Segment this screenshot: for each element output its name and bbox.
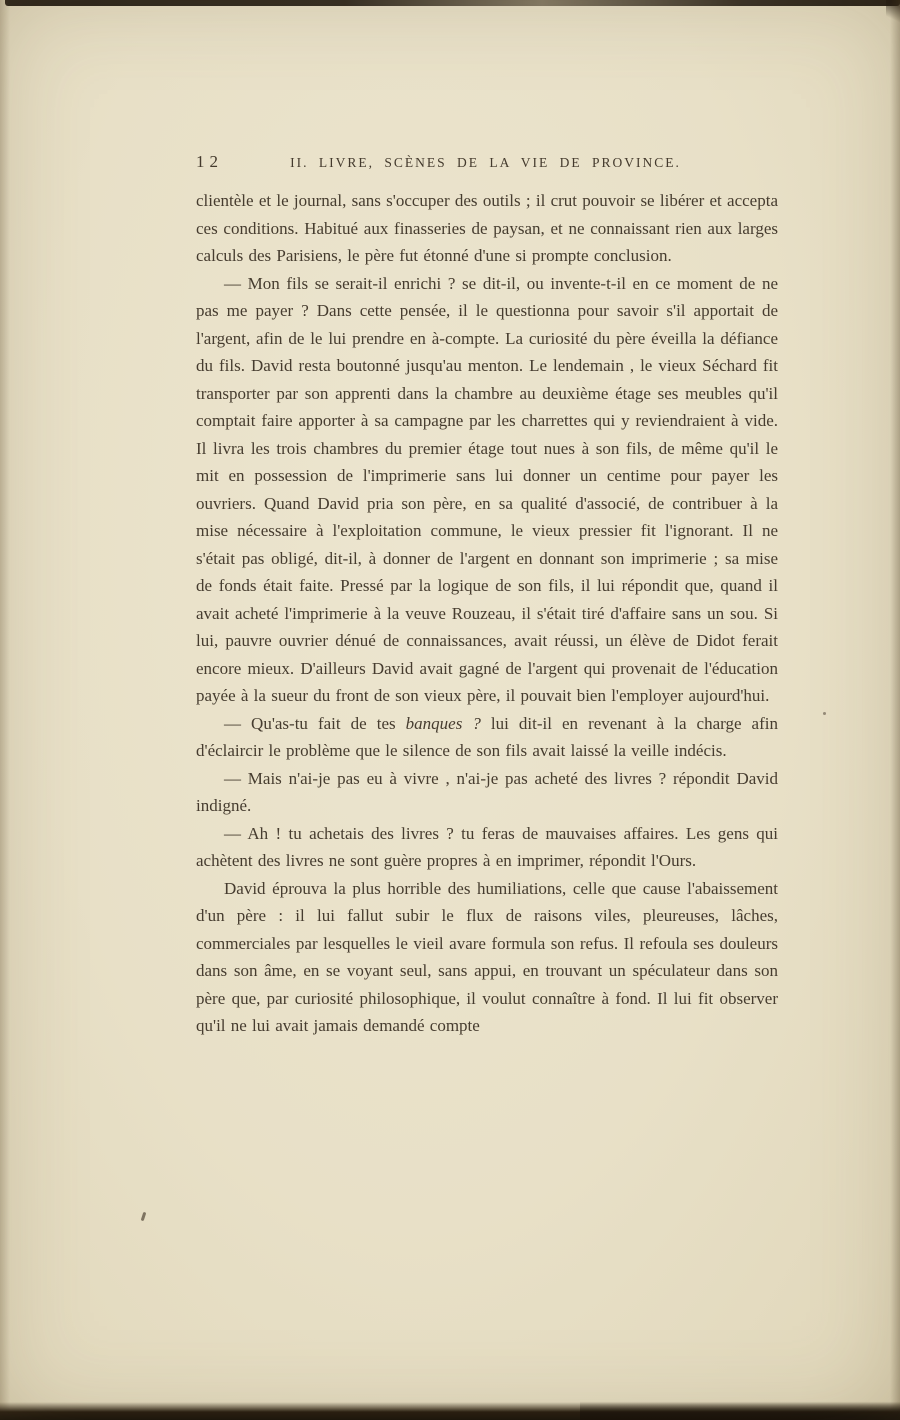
paragraph: — Ah ! tu achetais des livres ? tu feras de mauvaises affaires. Les gens qui achètent des livres ne sont guère propres à en imprimer, répondit l'Ours. (196, 823, 778, 870)
italic-word: banques ? (405, 713, 481, 733)
running-title: II. LIVRE, SCÈNES DE LA VIE DE PROVINCE. (290, 155, 681, 170)
paragraph (196, 710, 778, 765)
paragraph-text: — Qu'as-tu fait de tes (224, 713, 406, 733)
scan-edge-bottom (0, 1402, 900, 1420)
scan-edge-right (890, 0, 900, 1420)
running-head (196, 152, 778, 172)
scan-edge-left (0, 0, 10, 1420)
paragraph: David éprouva la plus horrible des humiliations, celle que cause l'abaissement d'un père : il lui fallut subir le flux de raisons viles, pleureuses, lâches, commerciales par lesquelles le vieil avare formula son refus. Il refoula ses douleurs dans son âme, en se voyant seul, sans appui, en trouvant un spéculateur dans son père que, par curiosité philosophique, il voulut connaître à fond. Il lui fit observer qu'il ne lui avait jamais demandé compte (196, 878, 778, 1035)
page-content (196, 152, 778, 1040)
scan-edge-top (5, 0, 900, 6)
scan-artifact (141, 1212, 147, 1221)
paragraph: — Mon fils se serait-il enrichi ? se dit-il, ou invente-t-il en ce moment de ne pas me payer ? Dans cette pensée, il le questionna pour savoir s'il apportait de l'argent, afin de le lui prendre en à-compte. La curiosité du père éveilla la défiance du fils. David resta boutonné jusqu'au menton. Le lendemain , le vieux Séchard fit transporter par son apprenti dans la chambre au deuxième étage ses meubles qu'il comptait faire apporter à sa campagne par les charrettes qui y reviendraient à vide. Il livra les trois chambres du premier étage tout nues à son fils, de même qu'il le mit en possession de l'imprimerie sans lui donner un centime pour payer les ouvriers. Quand David pria son père, en sa qualité d'associé, de contribuer à la mise nécessaire à l'exploitation commune, le vieux pressier fit l'ignorant. Il ne s'était pas obligé, dit-il, à donner de l'argent en donnant son imprimerie ; sa mise de fonds était faite. Pressé par la logique de son fils, il lui répondit que, quand il avait acheté l'imprimerie à la veuve Rouzeau, il s'était tiré d'affaire sans un sou. Si lui, pauvre ouvrier dénué de connaissances, avait réussi, un élève de Didot ferait encore mieux. D'ailleurs David avait gagné de l'argent qui provenait de l'éducation payée à la sueur du front de son vieux père, il pouvait bien l'employer aujourd'hui. (196, 273, 778, 705)
scan-artifact (823, 712, 826, 715)
page-number: 12 (196, 152, 223, 171)
paragraph: clientèle et le journal, sans s'occuper des outils ; il crut pouvoir se libérer et accepta ces conditions. Habitué aux finasseries de paysan, et ne connaissant rien aux larges calculs des Parisiens, le père fut étonné d'une si prompte conclusion. (196, 191, 778, 265)
paragraph: — Mais n'ai-je pas eu à vivre , n'ai-je pas acheté des livres ? répondit David indigné. (196, 768, 778, 815)
paragraph-text: lui dit-il en revenant à la charge afin d'éclaircir le problème que le silence de son fils avait laissé la veille indécis. (196, 713, 778, 760)
body-text (196, 187, 778, 1040)
